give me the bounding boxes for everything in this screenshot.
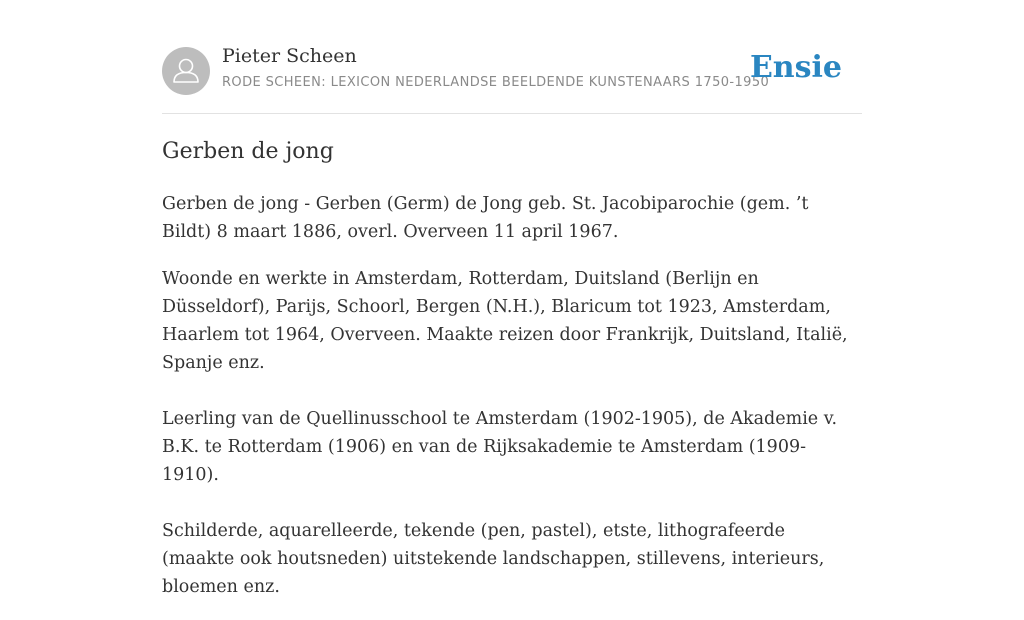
author-name[interactable]: Pieter Scheen [222, 45, 357, 67]
source-label[interactable]: RODE SCHEEN: LEXICON NEDERLANDSE BEELDENDE KUNSTENAARS 1750-1950 [222, 75, 770, 90]
author-avatar[interactable] [162, 47, 210, 95]
article-paragraph: Gerben de jong - Gerben (Germ) de Jong geb. St. Jacobiparochie (gem. ’t Bildt) 8 maart 1886, overl. Overveen 11 april 1967. [162, 194, 809, 242]
ensie-logo[interactable]: Ensie [749, 50, 842, 85]
article-body [162, 190, 862, 620]
article-paragraph: Woonde en werkte in Amsterdam, Rotterdam, Duitsland (Berlijn en Düsseldorf), Parijs, Schoorl, Bergen (N.H.), Blaricum tot 1923, Amsterdam, Haarlem tot 1964, Overveen. Maakte reizen door Frankrijk, Duitsland, Italië, Spanje enz. Leerling van de Quellinusschool te Amsterdam (1902-1905), de Akademie v. B.K. te Rotterdam (1906) en van de Rijksakademie te Amsterdam (1909-1910). Schilderde, aquarelleerde, tekende (pen, pastel), etste, lithografeerde (maakte ook houtsneden) uitstekende landschappen, stillevens, interieurs, bloemen enz. [162, 269, 848, 597]
author-header [162, 0, 862, 114]
article-title: Gerben de jong [162, 139, 334, 164]
content-container [162, 0, 862, 597]
user-icon [162, 47, 210, 95]
